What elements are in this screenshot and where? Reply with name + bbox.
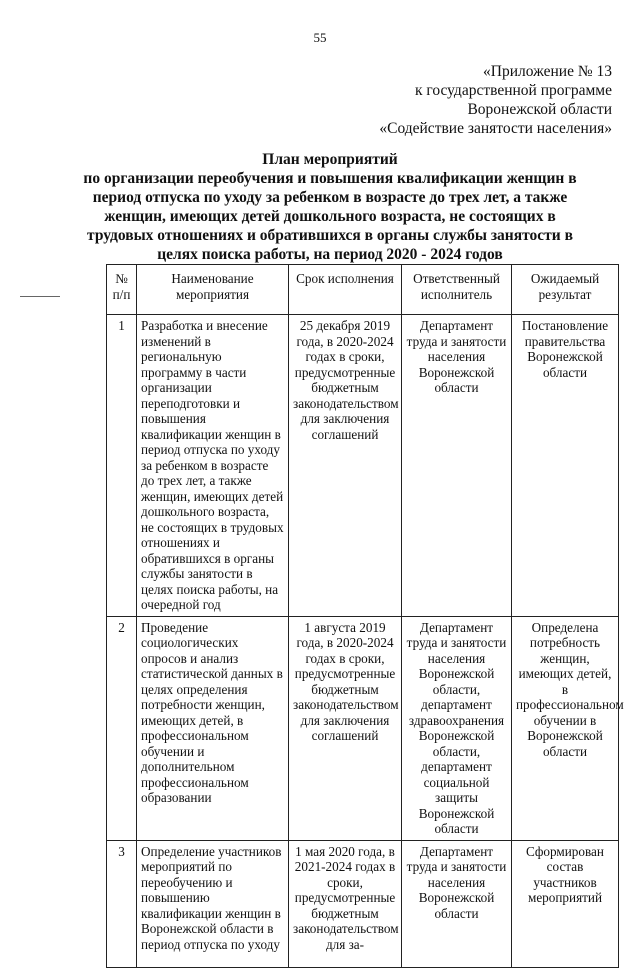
- title-line-3: период отпуска по уходу за ребенком в возрасте до трех лет, а также: [92, 189, 568, 206]
- title-line-1: План мероприятий: [262, 151, 398, 168]
- row-responsible: Департамент труда и занятости населения Воронежской области, департамент здравоохранения Воронежской области, департамент социальной защиты Воронежской области: [402, 616, 512, 840]
- row-name: Разработка и внесение изменений в региональную программу в части организации переподготовки и повышения квалификации женщин в период отпуска по уходу за ребенком в возрасте до трех лет, а также женщин, имеющих детей дошкольного возраста, не состоящих в трудовых отношениях и обратившихся в органы службы занятости в целях поиска работы, на очередной год: [137, 315, 289, 617]
- appendix-line-3: Воронежской области: [467, 101, 612, 118]
- row-result: Сформирован состав участников мероприятий: [512, 840, 619, 967]
- row-deadline: 1 августа 2019 года, в 2020-2024 годах в сроки, предусмотренные бюджетным законодательством для заключения соглашений: [289, 616, 402, 840]
- appendix-line-4: «Содействие занятости населения»: [379, 120, 612, 137]
- table-row: [107, 616, 619, 840]
- row-responsible: Департамент труда и занятости населения Воронежской области: [402, 840, 512, 967]
- appendix-header: [379, 62, 612, 138]
- table-header-row: [107, 265, 619, 315]
- title-line-5: трудовых отношениях и обратившихся в органы службы занятости в: [87, 227, 573, 244]
- row-result: Постановление правительства Воронежской области: [512, 315, 619, 617]
- document-title: [60, 150, 600, 264]
- row-name: Определение участников мероприятий по переобучению и повышению квалификации женщин в Воронежской области в период отпуска по уходу: [137, 840, 289, 967]
- table-row: [107, 315, 619, 617]
- title-line-4: женщин, имеющих детей дошкольного возраста, не состоящих в: [104, 208, 556, 225]
- header-deadline: Срок исполнения: [289, 265, 402, 315]
- page-number: 55: [313, 30, 327, 45]
- title-line-6: целях поиска работы, на период 2020 - 2024 годов: [157, 246, 503, 263]
- row-num: 1: [107, 315, 137, 617]
- plan-table: [106, 264, 624, 968]
- header-result: Ожидаемый результат: [512, 265, 619, 315]
- header-num: № п/п: [107, 265, 137, 315]
- row-responsible: Департамент труда и занятости населения Воронежской области: [402, 315, 512, 617]
- row-deadline: 1 мая 2020 года, в 2021-2024 годах в сроки, предусмотренные бюджетным законодательством для за-: [289, 840, 402, 967]
- row-result: Определена потребность женщин, имеющих детей, в профессиональном обучении в Воронежской области: [512, 616, 619, 840]
- row-num: 2: [107, 616, 137, 840]
- table-row: [107, 840, 619, 967]
- row-name: Проведение социологических опросов и анализ статистической данных в целях определения потребности женщин, имеющих детей, в профессиональном обучении и дополнительном профессиональном образовании: [137, 616, 289, 840]
- margin-mark: [20, 296, 60, 297]
- header-responsible: Ответственный исполнитель: [402, 265, 512, 315]
- row-deadline: 25 декабря 2019 года, в 2020-2024 годах в сроки, предусмотренные бюджетным законодательством для заключения соглашений: [289, 315, 402, 617]
- header-name: Наименование мероприятия: [137, 265, 289, 315]
- appendix-line-1: «Приложение № 13: [483, 63, 612, 80]
- title-line-2: по организации переобучения и повышения квалификации женщин в: [83, 170, 577, 187]
- row-num: 3: [107, 840, 137, 967]
- appendix-line-2: к государственной программе: [414, 82, 612, 99]
